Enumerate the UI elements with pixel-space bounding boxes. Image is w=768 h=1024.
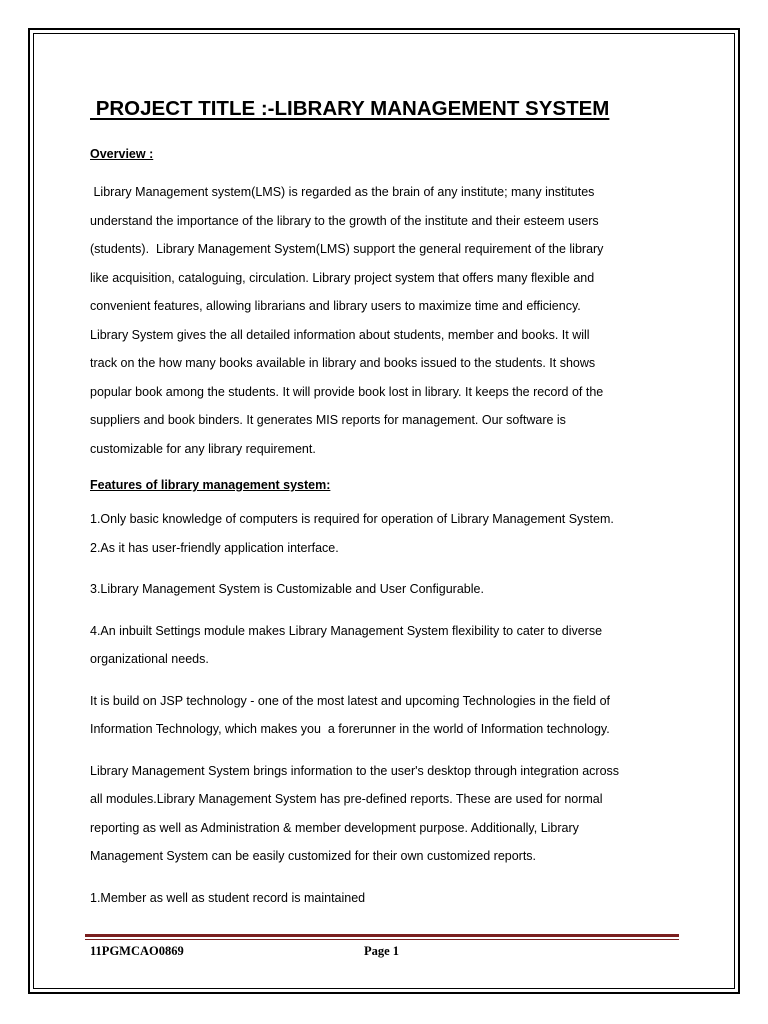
- overview-line: Library Management system(LMS) is regarded as the brain of any institute; many institutes: [90, 185, 595, 199]
- footer-rule: [85, 934, 679, 937]
- overview-line: understand the importance of the library to the growth of the institute and their esteem users: [90, 213, 599, 228]
- feature-item: 4.An inbuilt Settings module makes Library Management System flexibility to cater to diverse: [90, 623, 603, 638]
- overview-line: (students). Library Management System(LMS) support the general requirement of the library: [90, 242, 604, 256]
- overview-line: like acquisition, cataloguing, circulation. Library project system that offers many flexible and: [90, 270, 595, 285]
- jsp-line: Information Technology, which makes you a forerunner in the world of Information technology.: [90, 722, 610, 736]
- jsp-paragraph: [90, 687, 690, 744]
- footer-rule-thin: [85, 939, 679, 940]
- document-body: [90, 92, 690, 912]
- overview-line: convenient features, allowing librarians and library users to maximize time and efficiency.: [90, 299, 581, 313]
- overview-line: suppliers and book binders. It generates MIS reports for management. Our software is: [90, 413, 566, 427]
- features-list: [90, 505, 690, 674]
- overview-line: Library System gives the all detailed information about students, member and books. It will: [90, 327, 590, 342]
- footer-student-id: 11PGMCAO0869: [90, 944, 184, 958]
- overview-line: track on the how many books available in library and books issued to the students. It shows: [90, 356, 596, 370]
- overview-line: popular book among the students. It will provide book lost in library. It keeps the record of the: [90, 384, 604, 399]
- feature-item: 2.As it has user-friendly application interface.: [90, 540, 339, 555]
- features-heading: Features of library management system:: [90, 478, 331, 492]
- feature-item: 3.Library Management System is Customizable and User Configurable.: [90, 582, 484, 596]
- feature-item-continued: organizational needs.: [90, 652, 209, 666]
- feature-item: 1.Only basic knowledge of computers is required for operation of Library Management System.: [90, 512, 614, 526]
- overview-heading: Overview :: [90, 147, 154, 161]
- integration-paragraph: [90, 757, 690, 871]
- footer-page-number: Page 1: [364, 944, 400, 958]
- overview-paragraph: [90, 178, 690, 463]
- member-record-item: 1.Member as well as student record is maintained: [90, 890, 366, 905]
- jsp-line: It is build on JSP technology - one of the most latest and upcoming Technologies in the field of: [90, 693, 611, 708]
- integration-line: all modules.Library Management System has pre-defined reports. These are used for normal: [90, 792, 603, 806]
- integration-line: Management System can be easily customized for their own customized reports.: [90, 849, 537, 863]
- overview-line: customizable for any library requirement.: [90, 441, 316, 456]
- integration-line: Library Management System brings information to the user's desktop through integration across: [90, 763, 620, 778]
- page-title: PROJECT TITLE :-LIBRARY MANAGEMENT SYSTEM: [90, 97, 610, 120]
- integration-line: reporting as well as Administration & member development purpose. Additionally, Library: [90, 820, 579, 835]
